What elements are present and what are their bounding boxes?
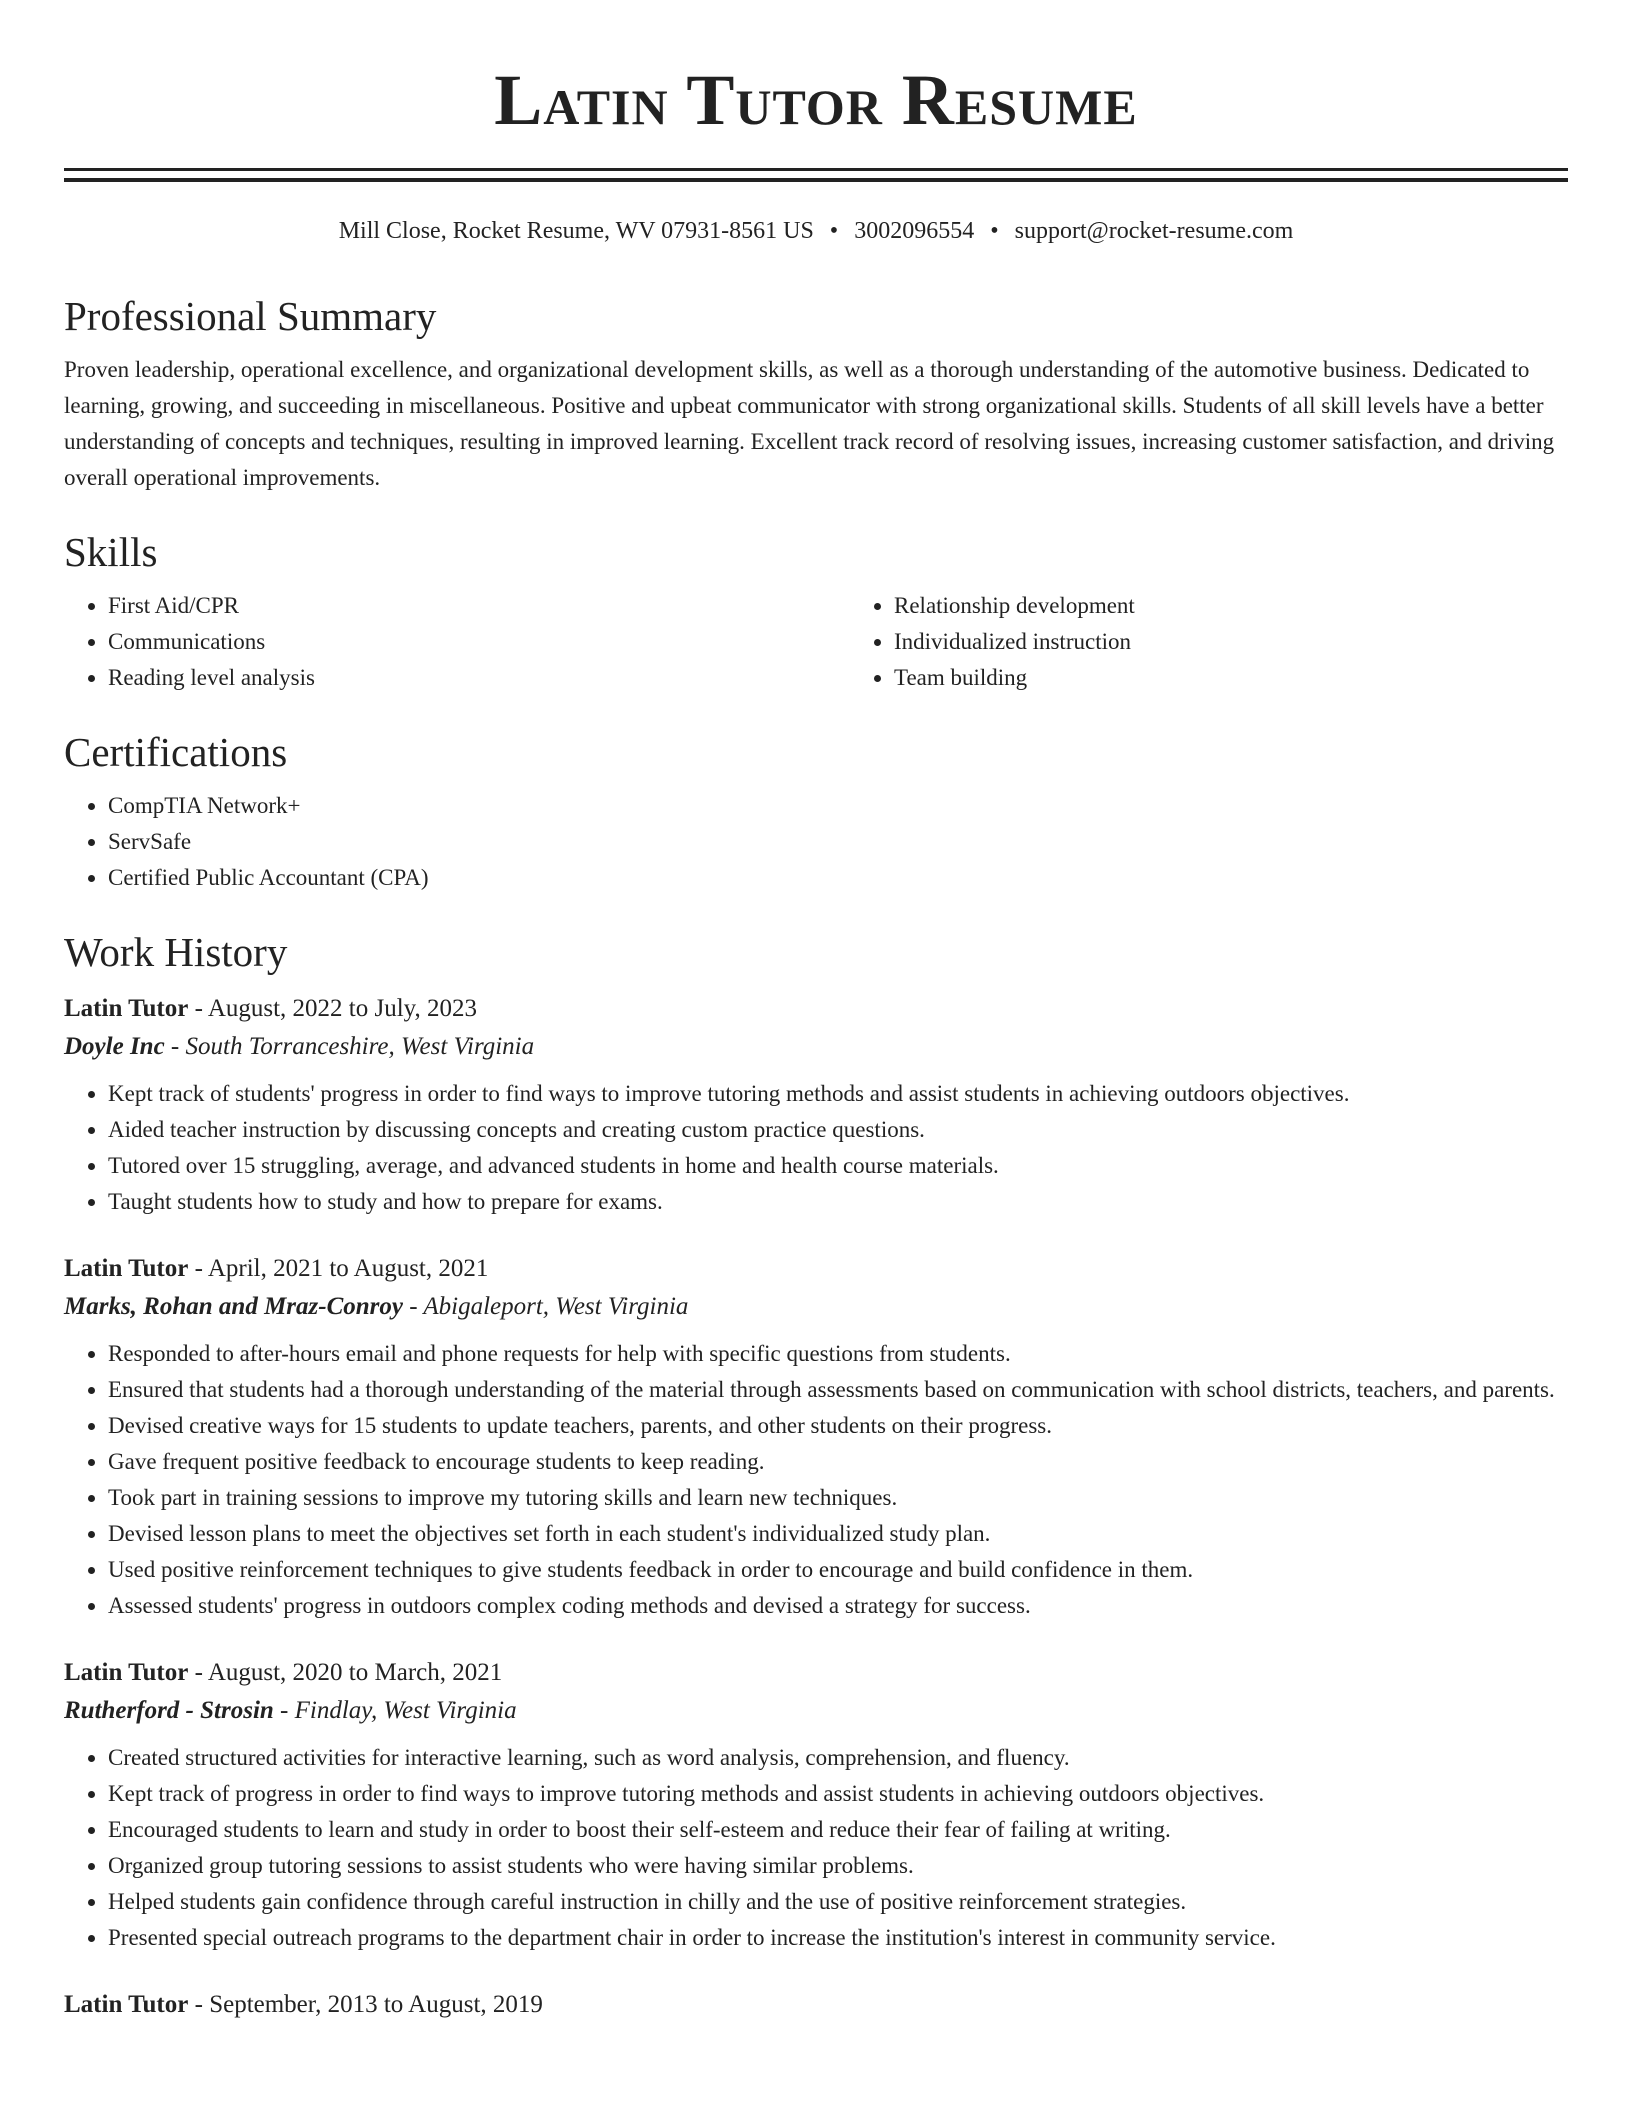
list-item: • Tutored over 15 struggling, average, and advanced students in home and health course materials. xyxy=(108,1148,1568,1184)
job-title-line: Latin Tutor - April, 2021 to August, 2021 xyxy=(64,1255,489,1282)
contact-email: support@rocket-resume.com xyxy=(1014,218,1294,244)
resume-header xyxy=(64,0,1568,140)
list-item: • Created structured activities for interactive learning, such as word analysis, comprehension, and fluency. xyxy=(108,1740,1568,1776)
job-title: Latin Tutor xyxy=(64,1255,189,1282)
contact-line xyxy=(64,213,1568,249)
resume-body xyxy=(64,288,1568,2024)
job-entry xyxy=(64,1986,1568,2024)
work-history-section xyxy=(64,924,1568,2024)
job-entry xyxy=(64,990,1568,1220)
list-item: • Individualized instruction xyxy=(894,624,1632,660)
list-item: • Kept track of students' progress in order to find ways to improve tutoring methods and assist students in achieving outdoors objectives. xyxy=(108,1076,1568,1112)
resume-title: Latin Tutor Resume xyxy=(494,60,1138,140)
list-item: • Taught students how to study and how to prepare for exams. xyxy=(108,1184,1568,1220)
list-item: • Aided teacher instruction by discussing concepts and creating custom practice questions. xyxy=(108,1112,1568,1148)
contact-separator: • xyxy=(829,218,839,244)
contact-separator: • xyxy=(990,218,999,244)
contact-phone: 3002096554 xyxy=(854,218,975,244)
list-item: • Team building xyxy=(894,660,1632,696)
list-item: • Took part in training sessions to improve my tutoring skills and learn new techniques. xyxy=(108,1480,1568,1516)
summary-heading: Professional Summary xyxy=(64,293,437,339)
skills-section xyxy=(64,524,1568,696)
job-location: Abigaleport, West Virginia xyxy=(423,1293,689,1320)
job-title-line: Latin Tutor - September, 2013 to August, 2019 xyxy=(64,1991,543,2018)
job-company: Rutherford - Strosin xyxy=(64,1697,274,1724)
job-title: Latin Tutor xyxy=(64,1659,189,1686)
skills-grid xyxy=(64,588,1568,696)
job-dates: August, 2022 to July, 2023 xyxy=(207,995,478,1022)
work-history-heading: Work History xyxy=(64,929,288,975)
list-item: • Responded to after-hours email and phone requests for help with specific questions from students. xyxy=(108,1336,1568,1372)
job-company: Marks, Rohan and Mraz-Conroy xyxy=(64,1293,403,1320)
job-company: Doyle Inc xyxy=(64,1033,165,1060)
list-item: • Devised lesson plans to meet the objectives set forth in each student's individualized study plan. xyxy=(108,1516,1568,1552)
job-dates: September, 2013 to August, 2019 xyxy=(209,1991,543,2018)
job-bullets xyxy=(64,1076,1568,1220)
skills-list-right xyxy=(850,588,1632,696)
skills-list-left xyxy=(64,588,850,696)
summary-text: Proven leadership, operational excellence, and organizational development skills, as well as a thorough understanding of the automotive business. Dedicated to learning, growing, and succeeding in miscellaneous. Positive and upbeat communicator with strong organizational skills. Students of all skill levels have a better understanding of concepts and techniques, resulting in improved learning. Excellent track record of resolving issues, increasing customer satisfaction, and driving overall operational improvements. xyxy=(64,357,1555,490)
job-company-line: Doyle Inc - South Torranceshire, West Virginia xyxy=(64,1033,535,1060)
job-entry xyxy=(64,1250,1568,1624)
job-dates: April, 2021 to August, 2021 xyxy=(207,1255,489,1282)
job-title: Latin Tutor xyxy=(64,1991,189,2018)
list-item: • Assessed students' progress in outdoors complex coding methods and devised a strategy for success. xyxy=(108,1588,1568,1624)
list-item: • Devised creative ways for 15 students to update teachers, parents, and other students on their progress. xyxy=(108,1408,1568,1444)
certifications-heading: Certifications xyxy=(64,729,288,775)
certifications-list xyxy=(64,788,1568,896)
list-item: • Helped students gain confidence through careful instruction in chilly and the use of positive reinforcement strategies. xyxy=(108,1884,1568,1920)
job-title-line: Latin Tutor - August, 2020 to March, 2021 xyxy=(64,1659,503,1686)
list-item: • Ensured that students had a thorough understanding of the material through assessments based on communication with school districts, teachers, and parents. xyxy=(108,1372,1568,1408)
list-item: • Gave frequent positive feedback to encourage students to keep reading. xyxy=(108,1444,1568,1480)
list-item: • Organized group tutoring sessions to assist students who were having similar problems. xyxy=(108,1848,1568,1884)
skills-heading: Skills xyxy=(64,529,158,575)
job-location: Findlay, West Virginia xyxy=(294,1697,517,1724)
list-item: • Communications xyxy=(108,624,850,660)
list-item: • Certified Public Accountant (CPA) xyxy=(108,860,1568,896)
contact-address: Mill Close, Rocket Resume, WV 07931-8561 US xyxy=(338,218,814,244)
list-item: • Presented special outreach programs to the department chair in order to increase the institution's interest in community service. xyxy=(108,1920,1568,1956)
job-company-line: Marks, Rohan and Mraz-Conroy - Abigaleport, West Virginia xyxy=(64,1293,689,1320)
job-location: South Torranceshire, West Virginia xyxy=(185,1033,535,1060)
job-company-line: Rutherford - Strosin - Findlay, West Virginia xyxy=(64,1697,517,1724)
list-item: • Relationship development xyxy=(894,588,1632,624)
certifications-section xyxy=(64,724,1568,896)
job-bullets xyxy=(64,1740,1568,1956)
list-item: • Kept track of progress in order to find ways to improve tutoring methods and assist students in achieving outdoors objectives. xyxy=(108,1776,1568,1812)
list-item: • CompTIA Network+ xyxy=(108,788,1568,824)
header-double-rule xyxy=(64,168,1568,182)
summary-section xyxy=(64,288,1568,496)
job-title: Latin Tutor xyxy=(64,995,189,1022)
job-dates: August, 2020 to March, 2021 xyxy=(207,1659,503,1686)
list-item: • Reading level analysis xyxy=(108,660,850,696)
list-item: • Used positive reinforcement techniques to give students feedback in order to encourage and build confidence in them. xyxy=(108,1552,1568,1588)
list-item: • ServSafe xyxy=(108,824,1568,860)
job-title-line: Latin Tutor - August, 2022 to July, 2023 xyxy=(64,995,478,1022)
list-item: • Encouraged students to learn and study in order to boost their self-esteem and reduce their fear of failing at writing. xyxy=(108,1812,1568,1848)
list-item: • First Aid/CPR xyxy=(108,588,850,624)
job-bullets xyxy=(64,1336,1568,1624)
job-entry xyxy=(64,1654,1568,1956)
